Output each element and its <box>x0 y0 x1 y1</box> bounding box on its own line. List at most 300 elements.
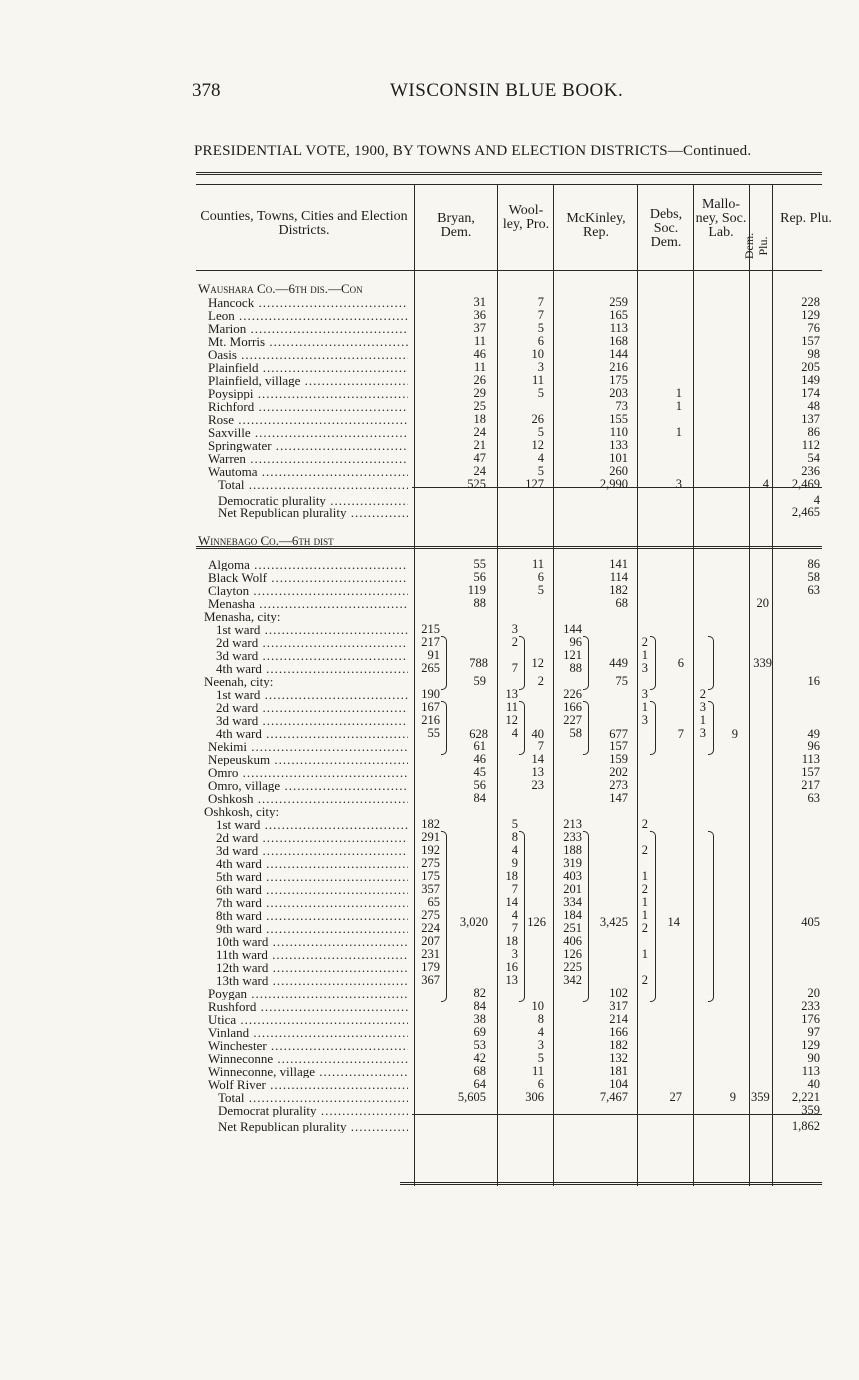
cell-rep-plu: 90 <box>807 1051 820 1065</box>
row-label: Rose <box>208 413 234 426</box>
row-label-cell <box>208 400 408 413</box>
row-label: Rushford <box>208 1000 257 1013</box>
cell-rep-plu: 1,862 <box>791 1119 820 1133</box>
cell-rep-plu: 86 <box>807 425 820 439</box>
cell-debs: 1 <box>641 947 648 961</box>
cell-mckinley: 75 <box>615 674 628 688</box>
cell-woolley: 5 <box>537 386 544 400</box>
cell-rep-plu: 98 <box>807 347 820 361</box>
column-header-label: Counties, Towns, Cities and Election Districts. <box>200 209 408 238</box>
column-header-rep-plu: Rep. Plu. <box>780 211 832 226</box>
bracket-total-debs: 14 <box>667 915 680 929</box>
cell-woolley: 5 <box>537 425 544 439</box>
cell-debs: 1 <box>641 908 648 922</box>
cell-bryan: 46 <box>473 347 486 361</box>
cell-mckinley: 88 <box>569 661 582 675</box>
row-label: Plainfield <box>208 361 259 374</box>
cell-mckinley: 260 <box>609 464 628 478</box>
row-label: 11th ward <box>216 948 268 961</box>
cell-bryan: 5,605 <box>457 1090 486 1104</box>
cell-mckinley: 2,990 <box>599 477 628 491</box>
cell-woolley: 7 <box>537 308 544 322</box>
cell-woolley: 5 <box>511 817 518 831</box>
row-label-cell <box>204 675 408 688</box>
row-label: Richford <box>208 400 255 413</box>
cell-mckinley: 182 <box>609 583 628 597</box>
cell-woolley: 13 <box>531 765 544 779</box>
row-label: 3d ward <box>216 649 259 662</box>
row-label-cell <box>208 779 408 792</box>
cell-rep-plu: 113 <box>801 752 820 766</box>
cell-bryan: 192 <box>421 843 440 857</box>
cell-debs: 2 <box>641 843 648 857</box>
cell-bryan: 175 <box>421 869 440 883</box>
cell-mckinley: 227 <box>563 713 582 727</box>
bracket-brace <box>708 636 714 690</box>
cell-bryan: 190 <box>421 687 440 701</box>
cell-mckinley: 251 <box>563 921 582 935</box>
row-label: Wolf River <box>208 1078 266 1091</box>
bracket-brace <box>650 701 656 755</box>
bracket-total-bryan: 788 <box>469 656 488 670</box>
cell-mckinley: 73 <box>615 399 628 413</box>
cell-woolley: 6 <box>537 334 544 348</box>
cell-bryan: 65 <box>427 895 440 909</box>
row-label-cell <box>208 753 408 766</box>
bracket-brace <box>583 701 589 755</box>
bracket-brace <box>519 831 525 1002</box>
table-title: PRESIDENTIAL VOTE, 1900, BY TOWNS AND ELECTION DISTRICTS—Continued. <box>194 143 752 159</box>
row-label: Vinland <box>208 1026 250 1039</box>
cell-woolley: 12 <box>505 713 518 727</box>
cell-bryan: 275 <box>421 856 440 870</box>
bracket-total-rep-plu: 405 <box>801 915 820 929</box>
header-top-rule <box>196 172 822 175</box>
cell-woolley: 3 <box>537 360 544 374</box>
cell-rep-plu: 54 <box>807 451 820 465</box>
bracket-brace <box>650 636 656 690</box>
cell-rep-plu: 233 <box>801 999 820 1013</box>
cell-rep-plu: 176 <box>801 1012 820 1026</box>
cell-woolley: 10 <box>531 999 544 1013</box>
cell-rep-plu: 137 <box>801 412 820 426</box>
cell-rep-plu: 157 <box>801 765 820 779</box>
column-header-debs: Debs, Soc. Dem. <box>649 207 683 250</box>
row-label-cell <box>216 896 408 909</box>
cell-bryan: 24 <box>473 425 486 439</box>
cell-rep-plu: 97 <box>807 1025 820 1039</box>
bracket-total-bryan: 628 <box>469 727 488 741</box>
cell-rep-plu: 228 <box>801 295 820 309</box>
cell-mckinley: 7,467 <box>599 1090 628 1104</box>
cell-mckinley: 168 <box>609 334 628 348</box>
row-label: 13th ward <box>216 974 269 987</box>
cell-woolley: 5 <box>537 321 544 335</box>
cell-rep-plu: 63 <box>807 791 820 805</box>
cell-mckinley: 226 <box>563 687 582 701</box>
row-label-cell <box>208 766 408 779</box>
bracket-total-bryan: 3,020 <box>459 915 488 929</box>
cell-bryan: 216 <box>421 713 440 727</box>
row-label-cell <box>218 1120 408 1133</box>
bracket-total-woolley: 40 <box>531 727 544 741</box>
bracket-brace <box>441 701 447 755</box>
column-rule <box>749 184 750 1186</box>
row-label: 5th ward <box>216 870 262 883</box>
cell-woolley: 3 <box>511 947 518 961</box>
cell-mckinley: 132 <box>609 1051 628 1065</box>
cell-bryan: 21 <box>473 438 486 452</box>
cell-mckinley: 155 <box>609 412 628 426</box>
row-label: Total <box>218 1091 245 1104</box>
cell-malloney: 9 <box>729 1090 736 1104</box>
row-label: Utica <box>208 1013 237 1026</box>
cell-rep-plu: 236 <box>801 464 820 478</box>
column-rule <box>414 184 415 1186</box>
row-label: Nekimi <box>208 740 247 753</box>
cell-bryan: 61 <box>473 739 486 753</box>
column-rule <box>497 184 498 1186</box>
cell-dem-plu: 359 <box>751 1090 770 1104</box>
cell-woolley: 7 <box>511 882 518 896</box>
cell-woolley: 14 <box>505 895 518 909</box>
cell-rep-plu: 2,469 <box>791 477 820 491</box>
cell-rep-plu: 4 <box>813 493 820 507</box>
cell-debs: 3 <box>641 713 648 727</box>
cell-woolley: 14 <box>531 752 544 766</box>
cell-rep-plu: 2,221 <box>791 1090 820 1104</box>
row-label: Neenah, city: <box>204 675 274 688</box>
row-label-cell <box>216 961 408 974</box>
cell-woolley: 13 <box>505 687 518 701</box>
row-label: Clayton <box>208 584 250 597</box>
cell-bryan: 36 <box>473 308 486 322</box>
cell-malloney: 3 <box>699 700 706 714</box>
cell-woolley: 10 <box>531 347 544 361</box>
cell-mckinley: 58 <box>569 726 582 740</box>
row-label-cell <box>208 426 408 439</box>
bottom-double-rule <box>400 1182 822 1185</box>
cell-bryan: 59 <box>473 674 486 688</box>
cell-debs: 27 <box>669 1090 682 1104</box>
row-label: Nepeuskum <box>208 753 271 766</box>
row-label: Waushara Co.—6th dis.—Con <box>198 282 363 295</box>
column-header-malloney: Mallo-ney, Soc. Lab. <box>695 197 747 240</box>
row-label-cell <box>208 558 408 571</box>
row-label-cell <box>208 296 408 309</box>
row-label-cell <box>216 701 408 714</box>
cell-woolley: 7 <box>511 921 518 935</box>
cell-mckinley: 68 <box>615 596 628 610</box>
row-label-cell <box>216 974 408 987</box>
cell-mckinley: 184 <box>563 908 582 922</box>
cell-bryan: 367 <box>421 973 440 987</box>
bracket-brace <box>519 701 525 755</box>
cell-bryan: 46 <box>473 752 486 766</box>
cell-mckinley: 166 <box>609 1025 628 1039</box>
cell-dem-plu: 4 <box>762 477 769 491</box>
cell-mckinley: 96 <box>569 635 582 649</box>
column-header-bryan: Bryan, Dem. <box>437 211 475 240</box>
bracket-total-debs: 7 <box>677 727 684 741</box>
bracket-total-dem-plu: 339 <box>753 656 772 670</box>
cell-mckinley: 110 <box>609 425 628 439</box>
row-label-cell <box>208 584 408 597</box>
cell-woolley: 7 <box>537 295 544 309</box>
column-rule <box>637 184 638 1186</box>
cell-mckinley: 403 <box>563 869 582 883</box>
row-label: 4th ward <box>216 662 262 675</box>
cell-mckinley: 104 <box>609 1077 628 1091</box>
row-label-cell <box>208 1065 408 1078</box>
row-label: 7th ward <box>216 896 262 909</box>
cell-debs: 3 <box>675 477 682 491</box>
cell-rep-plu: 16 <box>807 674 820 688</box>
cell-mckinley: 233 <box>563 830 582 844</box>
bracket-total-woolley: 12 <box>531 656 544 670</box>
cell-malloney: 3 <box>699 726 706 740</box>
row-label-cell <box>216 857 408 870</box>
cell-bryan: 179 <box>421 960 440 974</box>
cell-rep-plu: 76 <box>807 321 820 335</box>
cell-mckinley: 113 <box>609 321 628 335</box>
column-rule <box>772 184 773 1186</box>
column-rule <box>693 184 694 1186</box>
total-rule <box>412 1114 822 1115</box>
cell-bryan: 68 <box>473 1064 486 1078</box>
cell-mckinley: 213 <box>563 817 582 831</box>
row-label: 9th ward <box>216 922 262 935</box>
bracket-total-malloney: 9 <box>731 727 738 741</box>
cell-woolley: 11 <box>531 1064 544 1078</box>
cell-rep-plu: 113 <box>801 1064 820 1078</box>
cell-mckinley: 126 <box>563 947 582 961</box>
row-label-cell <box>216 688 408 701</box>
cell-debs: 1 <box>641 895 648 909</box>
row-label-cell <box>218 1091 408 1104</box>
cell-bryan: 29 <box>473 386 486 400</box>
bracket-brace <box>650 831 656 1002</box>
cell-woolley: 5 <box>537 1051 544 1065</box>
row-label-cell <box>208 1000 408 1013</box>
cell-bryan: 231 <box>421 947 440 961</box>
row-label: Warren <box>208 452 246 465</box>
cell-bryan: 91 <box>427 648 440 662</box>
row-label-cell <box>204 805 408 818</box>
cell-woolley: 3 <box>511 622 518 636</box>
row-label: Algoma <box>208 558 250 571</box>
row-label: Net Republican plurality <box>218 1120 347 1133</box>
row-label-cell <box>216 636 408 649</box>
row-label-cell <box>208 309 408 322</box>
cell-bryan: 37 <box>473 321 486 335</box>
row-label-cell <box>218 478 408 491</box>
cell-bryan: 84 <box>473 791 486 805</box>
row-label-cell <box>208 465 408 478</box>
row-label-cell <box>218 1104 408 1117</box>
cell-mckinley: 114 <box>609 570 628 584</box>
cell-debs: 2 <box>641 973 648 987</box>
cell-mckinley: 133 <box>609 438 628 452</box>
row-label: Springwater <box>208 439 272 452</box>
column-header-woolley: Wool-ley, Pro. <box>502 203 550 232</box>
row-label-cell <box>216 870 408 883</box>
cell-mckinley: 214 <box>609 1012 628 1026</box>
cell-rep-plu: 205 <box>801 360 820 374</box>
cell-mckinley: 202 <box>609 765 628 779</box>
cell-mckinley: 188 <box>563 843 582 857</box>
bracket-brace <box>583 636 589 690</box>
row-label-cell <box>216 818 408 831</box>
row-label-cell <box>208 1052 408 1065</box>
cell-rep-plu: 96 <box>807 739 820 753</box>
cell-bryan: 56 <box>473 778 486 792</box>
row-label: Democrat plurality <box>218 1104 317 1117</box>
cell-woolley: 7 <box>511 661 518 675</box>
cell-woolley: 16 <box>505 960 518 974</box>
cell-woolley: 4 <box>511 726 518 740</box>
row-label: Hancock <box>208 296 255 309</box>
cell-bryan: 53 <box>473 1038 486 1052</box>
page-number: 378 <box>192 80 221 101</box>
cell-debs: 1 <box>675 425 682 439</box>
cell-debs: 3 <box>641 661 648 675</box>
row-label-cell <box>216 844 408 857</box>
cell-bryan: 25 <box>473 399 486 413</box>
cell-rep-plu: 2,465 <box>791 505 820 519</box>
cell-bryan: 64 <box>473 1077 486 1091</box>
cell-mckinley: 157 <box>609 739 628 753</box>
cell-rep-plu: 86 <box>807 557 820 571</box>
row-label: 1st ward <box>216 818 261 831</box>
row-label: 12th ward <box>216 961 269 974</box>
cell-bryan: 24 <box>473 464 486 478</box>
cell-mckinley: 147 <box>609 791 628 805</box>
cell-bryan: 84 <box>473 999 486 1013</box>
cell-woolley: 26 <box>531 412 544 426</box>
cell-rep-plu: 40 <box>807 1077 820 1091</box>
row-label-cell <box>208 987 408 1000</box>
cell-woolley: 23 <box>531 778 544 792</box>
row-label: 8th ward <box>216 909 262 922</box>
cell-woolley: 8 <box>537 1012 544 1026</box>
cell-bryan: 11 <box>473 334 486 348</box>
cell-debs: 1 <box>675 386 682 400</box>
cell-woolley: 9 <box>511 856 518 870</box>
cell-mckinley: 102 <box>609 986 628 1000</box>
cell-bryan: 38 <box>473 1012 486 1026</box>
cell-woolley: 11 <box>531 557 544 571</box>
cell-mckinley: 175 <box>609 373 628 387</box>
cell-rep-plu: 129 <box>801 1038 820 1052</box>
row-label-cell <box>216 727 408 740</box>
cell-bryan: 215 <box>421 622 440 636</box>
cell-bryan: 56 <box>473 570 486 584</box>
bracket-brace <box>708 831 714 1002</box>
cell-mckinley: 406 <box>563 934 582 948</box>
row-label-cell <box>208 322 408 335</box>
row-label: Winchester <box>208 1039 267 1052</box>
bracket-total-mckinley: 3,425 <box>599 915 628 929</box>
cell-mckinley: 141 <box>609 557 628 571</box>
cell-woolley: 3 <box>537 1038 544 1052</box>
cell-debs: 2 <box>641 882 648 896</box>
row-label-cell <box>216 935 408 948</box>
cell-mckinley: 166 <box>563 700 582 714</box>
row-label: 3d ward <box>216 714 259 727</box>
row-label-cell <box>216 883 408 896</box>
cell-rep-plu: 63 <box>807 583 820 597</box>
cell-woolley: 7 <box>537 739 544 753</box>
row-label: 3d ward <box>216 844 259 857</box>
row-label: Omro, village <box>208 779 281 792</box>
row-label: Black Wolf <box>208 571 268 584</box>
cell-mckinley: 334 <box>563 895 582 909</box>
cell-debs: 2 <box>641 635 648 649</box>
cell-mckinley: 144 <box>563 622 582 636</box>
row-label-cell <box>208 792 408 805</box>
row-label-cell <box>208 348 408 361</box>
cell-malloney: 1 <box>699 713 706 727</box>
cell-mckinley: 182 <box>609 1038 628 1052</box>
cell-bryan: 357 <box>421 882 440 896</box>
row-label: Plainfield, village <box>208 374 301 387</box>
row-label-cell <box>208 413 408 426</box>
cell-bryan: 167 <box>421 700 440 714</box>
cell-mckinley: 101 <box>609 451 628 465</box>
cell-bryan: 265 <box>421 661 440 675</box>
cell-woolley: 4 <box>537 451 544 465</box>
cell-mckinley: 342 <box>563 973 582 987</box>
cell-woolley: 2 <box>537 674 544 688</box>
row-label: 2d ward <box>216 831 259 844</box>
cell-woolley: 8 <box>511 830 518 844</box>
row-label-cell <box>208 387 408 400</box>
row-label-cell <box>216 831 408 844</box>
cell-bryan: 55 <box>473 557 486 571</box>
cell-woolley: 4 <box>511 908 518 922</box>
cell-bryan: 525 <box>467 477 486 491</box>
column-header-dem-plu: Dem. Plu. <box>742 232 770 260</box>
row-label-cell <box>208 439 408 452</box>
row-label-cell <box>216 714 408 727</box>
row-label: Oshkosh <box>208 792 254 805</box>
row-label-cell <box>208 335 408 348</box>
cell-woolley: 18 <box>505 934 518 948</box>
row-label-cell <box>208 374 408 387</box>
cell-debs: 2 <box>641 817 648 831</box>
row-label: Omro <box>208 766 239 779</box>
cell-debs: 1 <box>641 700 648 714</box>
cell-debs: 3 <box>641 687 648 701</box>
row-label: 4th ward <box>216 727 262 740</box>
cell-malloney: 2 <box>699 687 706 701</box>
row-label-cell <box>208 1078 408 1091</box>
row-label: Oasis <box>208 348 237 361</box>
row-label: Poygan <box>208 987 247 1000</box>
cell-mckinley: 159 <box>609 752 628 766</box>
row-label-cell <box>216 623 408 636</box>
row-label-cell <box>208 740 408 753</box>
row-label-cell <box>208 452 408 465</box>
row-label: Saxville <box>208 426 251 439</box>
row-label: Poysippi <box>208 387 254 400</box>
row-label-cell <box>216 662 408 675</box>
bracket-brace <box>441 831 447 1002</box>
cell-bryan: 224 <box>421 921 440 935</box>
bracket-brace <box>708 701 714 755</box>
cell-woolley: 11 <box>505 700 518 714</box>
